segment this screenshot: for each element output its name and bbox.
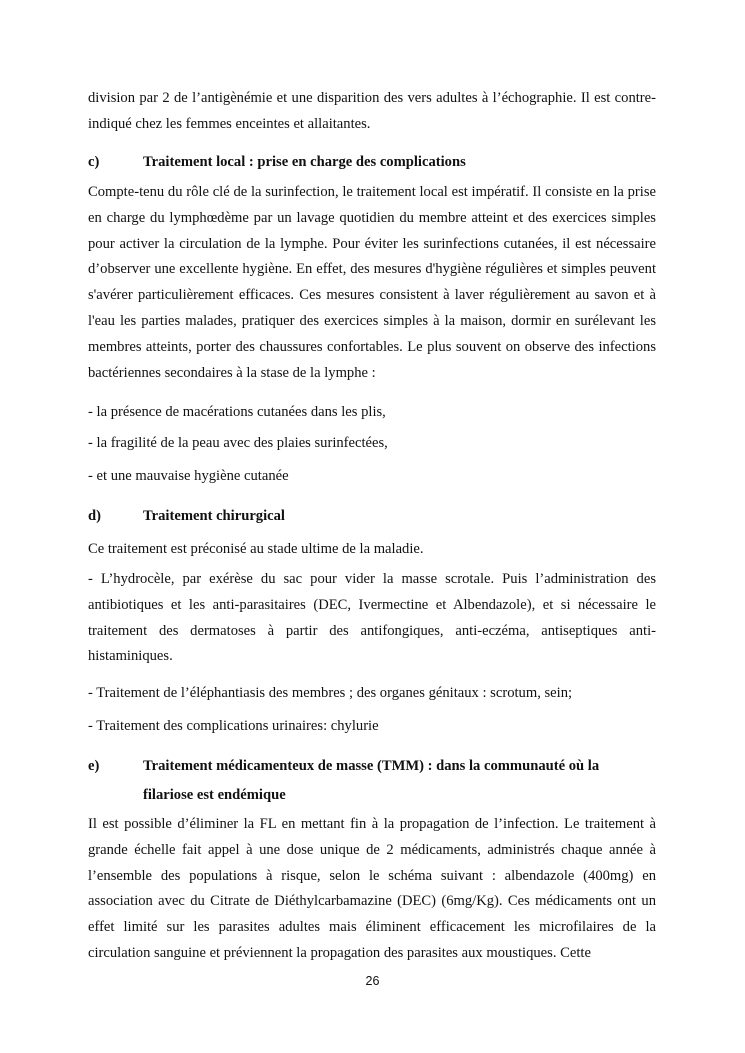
heading-c-letter: c) [88,154,100,170]
list-item-chylurie: - Traitement des complications urinaires: chylurie [88,718,379,734]
heading-c-title: Traitement local : prise en charge des complications [143,154,466,170]
heading-e-title-line2: filariose est endémique [143,787,286,803]
heading-d-title: Traitement chirurgical [143,508,285,524]
paragraph-local-treatment: Compte-tenu du rôle clé de la surinfection, le traitement local est impératif. Il consiste en la prise en charge du lymphœdème par un lavage quotidien du membre atteint et des exercices simples pour activer la circulation de la lymphe. Pour éviter les surinfections cutanées, il est nécessaire d’observer une excellente hygiène. En effet, des mesures d'hygiène régulières et simples peuvent s'avérer particulièrement efficaces. Ces mesures consistent à laver régulièrement au savon et à l'eau les parties malades, pratiquer des exercices simples à la maison, dormir en surélevant les membres atteints, porter des chaussures confortables. Le plus souvent on observe des infections bactériennes secondaires à la stase de la lymphe : [88,184,656,381]
paragraph-surgical-intro: Ce traitement est préconisé au stade ultime de la maladie. [88,541,424,557]
list-item-hygiene: - et une mauvaise hygiène cutanée [88,468,289,484]
heading-e-title [143,752,663,810]
paragraph-tmm: Il est possible d’éliminer la FL en mettant fin à la propagation de l’infection. Le traitement à grande échelle fait appel à une dose unique de 2 médicaments, administrés chaque année à l’ensemble des populations à risque, selon le schéma suivant : albendazole (400mg) en association avec du Citrate de Diéthylcarbamazine (DEC) (6mg/Kg). Ces médicaments ont un effet limité sur les parasites adultes mais éliminent efficacement les microfilaires de la circulation sanguine et préviennent la propagation des parasites aux moustiques. Cette [88,816,656,961]
heading-d-letter: d) [88,508,101,524]
paragraph-continuation: division par 2 de l’antigènémie et une disparition des vers adultes à l’échographie. Il est contre-indiqué chez les femmes enceintes et allaitantes. [88,90,656,132]
heading-e [88,752,656,810]
list-item-elephantiasis: - Traitement de l’éléphantiasis des membres ; des organes génitaux : scrotum, sein; [88,685,573,701]
paragraph-hydrocele: - L’hydrocèle, par exérèse du sac pour vider la masse scrotale. Puis l’administration des antibiotiques et les anti-parasitaires (DEC, Ivermectine et Albendazole), et si nécessaire le traitement des dermatoses à partir des antifongiques, anti-eczéma, antiseptiques anti-histaminiques. [88,571,656,665]
page-number: 26 [365,974,380,988]
heading-e-title-line1: Traitement médicamenteux de masse (TMM) : dans la communauté où la [143,758,600,774]
heading-e-letter: e) [88,758,100,774]
list-item-macerations: - la présence de macérations cutanées dans les plis, [88,404,386,420]
list-item-fragilite: - la fragilité de la peau avec des plaies surinfectées, [88,435,388,451]
